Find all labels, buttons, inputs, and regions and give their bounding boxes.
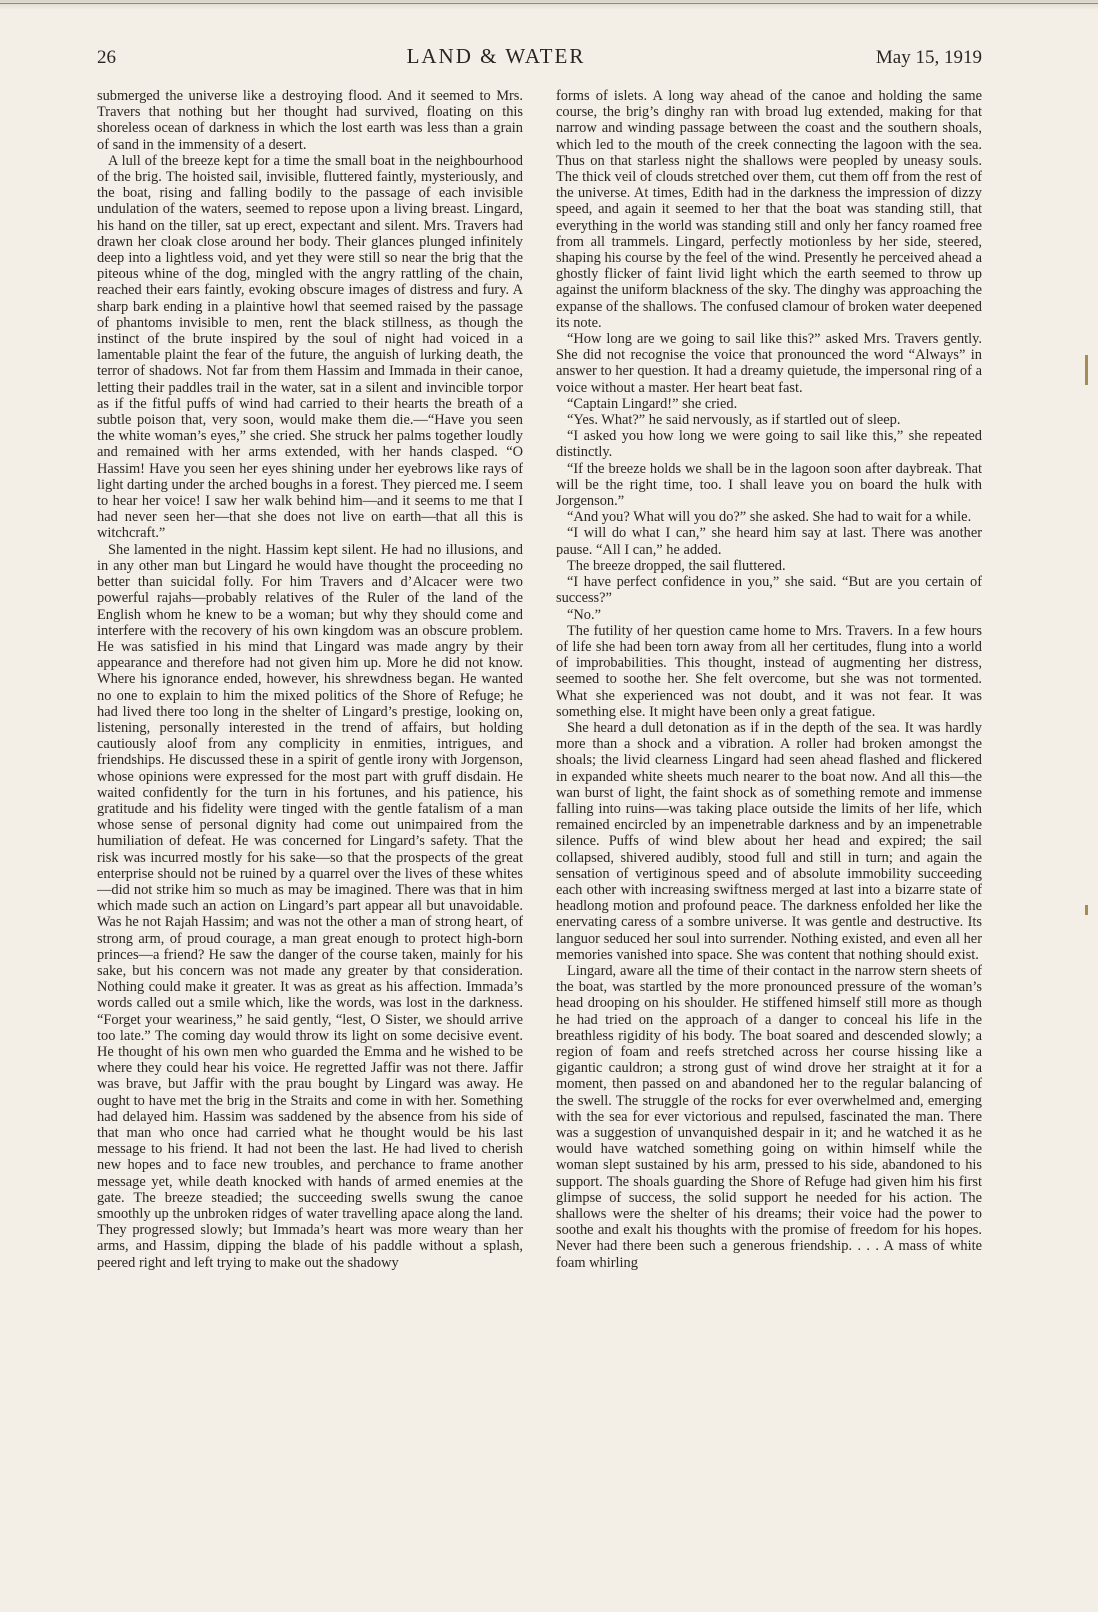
page-number: 26	[97, 47, 116, 68]
paragraph: She lamented in the night. Hassim kept silent. He had no illusions, and in any other man but Lingard he would have thought the proceeding no better than suicidal folly. For him Travers and d’Alcacer were two powerful rajahs—probably relatives of the Ruler of the land of the English whom he knew to be a woman; but why they should come and interfere with the recovery of his own kingdom was an obscure problem. He was satisfied in his mind that Lingard was made angry by their appearance and therefore had not given him up. More he did not know. Where his ignorance ended, however, his shrewdness began. He wanted no one to explain to him the mixed politics of the Shore of Refuge; he had lived there too long in the shelter of Lingard’s prestige, looking on, listening, personally interested in the trend of affairs, but holding cautiously aloof from any complicity in enmities, intrigues, and friendships. He discussed these in a spirit of gentle irony with Jorgenson, whose opinions were expressed for the most part with gruff disdain. He waited confidently for the turn in his fortunes, and his patience, his gratitude and his fidelity were tinged with the gentle fatalism of a man whose sense of personal dignity had come out unimpaired from the humiliation of defeat. He was concerned for Lingard’s safety. That the risk was incurred mostly for his sake—so that the prospects of the great enterprise should not be ruined by a quarrel over the lives of these whites—did not strike him so much as may be imagined. There was that in him which made such an action on Lingard’s part appear all but unavoidable. Was he not Rajah Hassim; and was not the other a man of strong heart, of strong arm, of proud courage, a man great enough to protect high-born princes—a friend? He saw the danger of the course taken, mainly for his sake, but his concern was not made any greater by that consideration. Nothing could make it greater. It was as great as his affection. Immada’s words called out a smile which, like the words, was lost in the darkness. “Forget your weariness,” he said gently, “lest, O Sister, we should arrive too late.” The coming day would throw its light on some decisive event. He thought of his own men who guarded the Emma and he wished to be where they could hear his voice. He regretted Jaffir was not there. Jaffir was brave, but Jaffir with the prau bought by Lingard was away. He ought to have met the brig in the Straits and come in with her. Something had delayed him. Hassim was saddened by the absence from his side of that man who once had carried what he thought would be his last message to his friend. It had not been the last. He had lived to cherish new hopes and to face new troubles, and perchance to frame another message yet, while death knocked with hands of armed enemies at the gate. The breeze steadied; the succeeding swells swung the canoe smoothly up the unbroken ridges of water travelling apace along the land. They progressed slowly; but Immada’s heart was more weary than her arms, and Hassim, dipping the blade of his paddle without a splash, peered right and left trying to make out the shadowy	[97, 541, 523, 1271]
scan-edge-mark	[1085, 355, 1088, 385]
page-header	[97, 44, 982, 74]
issue-date: May 15, 1919	[875, 47, 982, 68]
paragraph: The futility of her question came home to Mrs. Travers. In a few hours of life she had been torn away from all her certitudes, flung into a world of improbabilities. This thought, instead of augmenting her distress, seemed to soothe her. She felt overcome, but she was not tormented. What she experienced was not doubt, and it was not fear. It was something else. It might have been only a great fatigue.	[556, 622, 982, 720]
paragraph: Lingard, aware all the time of their contact in the narrow stern sheets of the boat, was startled by the more pronounced pressure of the woman’s head drooping on his shoulder. He stiffened himself still more as though he had tried on the approach of a danger to conceal his life in the breathless rigidity of his body. The boat soared and descended slowly; a region of foam and reefs stretched across her course hissing like a gigantic cauldron; a strong gust of wind drove her straight at it for a moment, then passed on and abandoned her to the regular balancing of the swell. The struggle of the rocks for ever overwhelmed and, emerging with the sea for ever victorious and repulsed, fascinated the man. There was a suggestion of unvanquished despair in it; and he watched it as he would have watched something going on within himself while the woman slept sustained by his arm, pressed to his side, abandoned to his support. The shoals guarding the Shore of Refuge had given him his first glimpse of success, the solid support he needed for his action. The shallows were the shelter of his dreams; their voice had the power to soothe and exalt his thoughts with the promise of freedom for his hopes. Never had there been such a generous friendship. . . . A mass of white foam whirling	[556, 962, 982, 1271]
paragraph: The breeze dropped, the sail fluttered.	[567, 557, 786, 574]
paragraph: “I have perfect confidence in you,” she said. “But are you certain of success?”	[556, 574, 982, 607]
paragraph: “And you? What will you do?” she asked. She had to wait for a while.	[567, 509, 972, 526]
paragraph: “Captain Lingard!” she cried.	[567, 395, 738, 412]
scan-edge-mark	[1085, 905, 1088, 915]
paragraph: “Yes. What?” he said nervously, as if startled out of sleep.	[567, 412, 901, 429]
paragraph: “I asked you how long we were going to sail like this,” she repeated distinctly.	[556, 428, 982, 461]
scan-border-line	[0, 3, 1098, 4]
paragraph: A lull of the breeze kept for a time the small boat in the neighbourhood of the brig. The hoisted sail, invisible, fluttered faintly, mysteriously, and the boat, rising and falling bodily to the passage of each invisible undulation of the waters, seemed to repose upon a living breast. Lingard, his hand on the tiller, sat up erect, expectant and silent. Mrs. Travers had drawn her cloak close around her body. Their glances plunged infinitely deep into a lightless void, and yet they were still so near the brig that the piteous whine of the dog, mingled with the angry rattling of the chain, reached their ears faintly, evoking obscure images of distress and fury. A sharp bark ending in a plaintive howl that seemed raised by the passage of phantoms invisible to men, rent the black stillness, as though the instinct of the brute inspired by the soul of night had voiced in a lamentable plaint the fear of the future, the anguish of lurking death, the terror of shadows. Not far from them Hassim and Immada in their canoe, letting their paddles trail in the water, sat in a silent and invincible torpor as if the fitful puffs of wind had carried to their hearts the breath of a subtle poison that, very soon, would make them die.—“Have you seen the white woman’s eyes,” she cried. She struck her palms together loudly and remained with her arms extended, with her hands clasped. “O Hassim! Have you seen her eyes shining under her eyebrows like rays of light darting under the arched boughs in a forest. They pierced me. I seem to hear her voice! I saw her walk behind him—and it seems to me that I had never seen her—that she does not live on earth—that all this is witchcraft.”	[97, 152, 523, 542]
paragraph: submerged the universe like a destroying flood. And it seemed to Mrs. Travers that nothing but her thought had survived, floating on this shoreless ocean of darkness in which the lost earth was less than a grain of sand in the immensity of a desert.	[97, 88, 523, 153]
magazine-title: LAND & WATER	[406, 44, 586, 68]
paragraph: “I will do what I can,” she heard him say at last. There was another pause. “All I can,” he added.	[556, 525, 982, 558]
right-column	[556, 88, 982, 1588]
paragraph: “If the breeze holds we shall be in the lagoon soon after daybreak. That will be the right time, too. I shall leave you on board the hulk with Jorgenson.”	[556, 460, 982, 510]
left-column	[97, 88, 523, 1588]
scan-edge	[0, 0, 1098, 10]
paragraph: “How long are we going to sail like this?” asked Mrs. Travers gently. She did not recognise the voice that pronounced the word “Always” in answer to her question. It had a dreamy quietude, the impersonal ring of a voice without a master. Her heart beat fast.	[556, 331, 982, 396]
paragraph: forms of islets. A long way ahead of the canoe and holding the same course, the brig’s dinghy ran with broad lug extended, making for that narrow and winding passage between the coast and the southern shoals, which led to the mouth of the creek connecting the lagoon with the sea. Thus on that starless night the shallows were peopled by uneasy souls. The thick veil of clouds stretched over them, cut them off from the rest of the universe. At times, Edith had in the darkness the impression of dizzy speed, and again it seemed to her that the boat was standing still, that everything in the world was standing still and only her fancy roamed free from all trammels. Lingard, perfectly motionless by her side, steered, shaping his course by the feel of the wind. Presently he perceived ahead a ghostly flicker of faint livid light which the earth seemed to throw up against the uniform blackness of the sky. The dinghy was approaching the expanse of the shallows. The confused clamour of broken water deepened its note.	[556, 88, 982, 331]
paragraph: She heard a dull detonation as if in the depth of the sea. It was hardly more than a shock and a vibration. A roller had broken amongst the shoals; the livid clearness Lingard had seen ahead flashed and flickered in expanded white sheets much nearer to the boat now. And all this—the wan burst of light, the faint shock as of something remote and immense falling into ruins—was taking place outside the limits of her life, which remained encircled by an impenetrable darkness and by an impenetrable silence. Puffs of wind blew about her head and expired; the sail collapsed, shivered audibly, stood full and still in turn; and again the sensation of vertiginous speed and of absolute immobility succeeding each other with increasing swiftness merged at last into a bizarre state of headlong motion and profound peace. The darkness enfolded her like the enervating caress of a sombre universe. It was gentle and destructive. Its languor seduced her soul into surrender. Nothing existed, and even all her memories vanished into space. She was content that nothing should exist.	[556, 719, 982, 963]
paragraph: “No.”	[567, 606, 601, 623]
